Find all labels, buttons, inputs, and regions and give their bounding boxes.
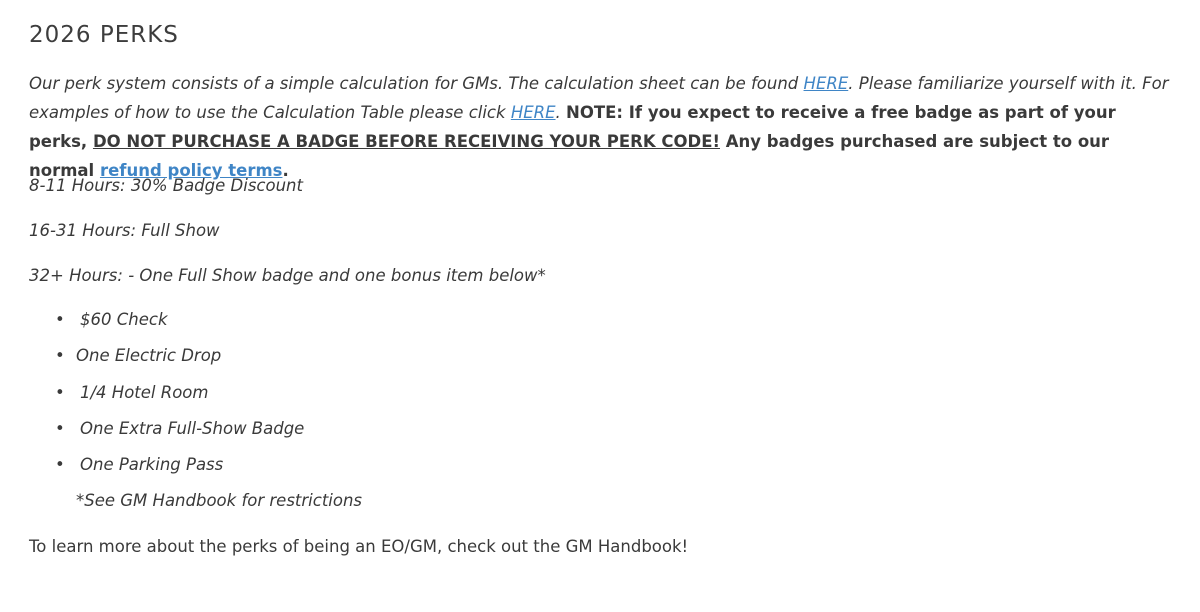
- bullet-icon: •: [55, 310, 65, 329]
- refund-policy-link[interactable]: refund policy terms: [99, 161, 283, 180]
- intro-text-1: Our perk system consists of a simple calculation for GMs. The calculation sheet can be found: [29, 74, 804, 93]
- note-label: NOTE:: [566, 103, 624, 122]
- calculation-sheet-link[interactable]: HERE: [803, 74, 849, 93]
- bullet-icon: •: [55, 418, 65, 438]
- note-warning: DO NOT PURCHASE A BADGE BEFORE RECEIVING YOUR PERK CODE!: [92, 132, 720, 151]
- bonus-item-label: One Electric Drop: [76, 346, 222, 366]
- note-text-2: Any badges purchased are subject to our normal: [29, 132, 1110, 180]
- intro-paragraph: [29, 69, 1179, 185]
- bonus-item-label: 1/4 Hotel Room: [80, 382, 209, 402]
- bonus-item-label: $60 Check: [80, 310, 168, 329]
- note-period: .: [282, 161, 289, 180]
- tier-8-11-hours: 8-11 Hours: 30% Badge Discount: [29, 176, 303, 195]
- bonus-item-label: One Parking Pass: [80, 455, 224, 475]
- restriction-note: *See GM Handbook for restrictions: [76, 491, 363, 510]
- bullet-icon: •: [55, 455, 65, 475]
- page-title: 2026 PERKS: [29, 22, 179, 48]
- intro-text-2: . Please familiarize yourself with it. For examples of how to use the Calculation Table please click: [29, 74, 1169, 122]
- tier-16-31-hours: 16-31 Hours: Full Show: [29, 221, 220, 240]
- bullet-icon: •: [55, 346, 65, 366]
- footer-text: To learn more about the perks of being an EO/GM, check out the GM Handbook!: [29, 537, 689, 556]
- intro-text-3: .: [555, 103, 567, 122]
- tier-32-plus-hours: 32+ Hours: - One Full Show badge and one bonus item below*: [29, 266, 546, 285]
- note-text: If you expect to receive a free badge as part of your perks,: [29, 103, 1116, 151]
- bonus-item-label: One Extra Full-Show Badge: [80, 418, 305, 438]
- calculation-examples-link[interactable]: HERE: [510, 103, 556, 122]
- bullet-icon: •: [55, 382, 65, 402]
